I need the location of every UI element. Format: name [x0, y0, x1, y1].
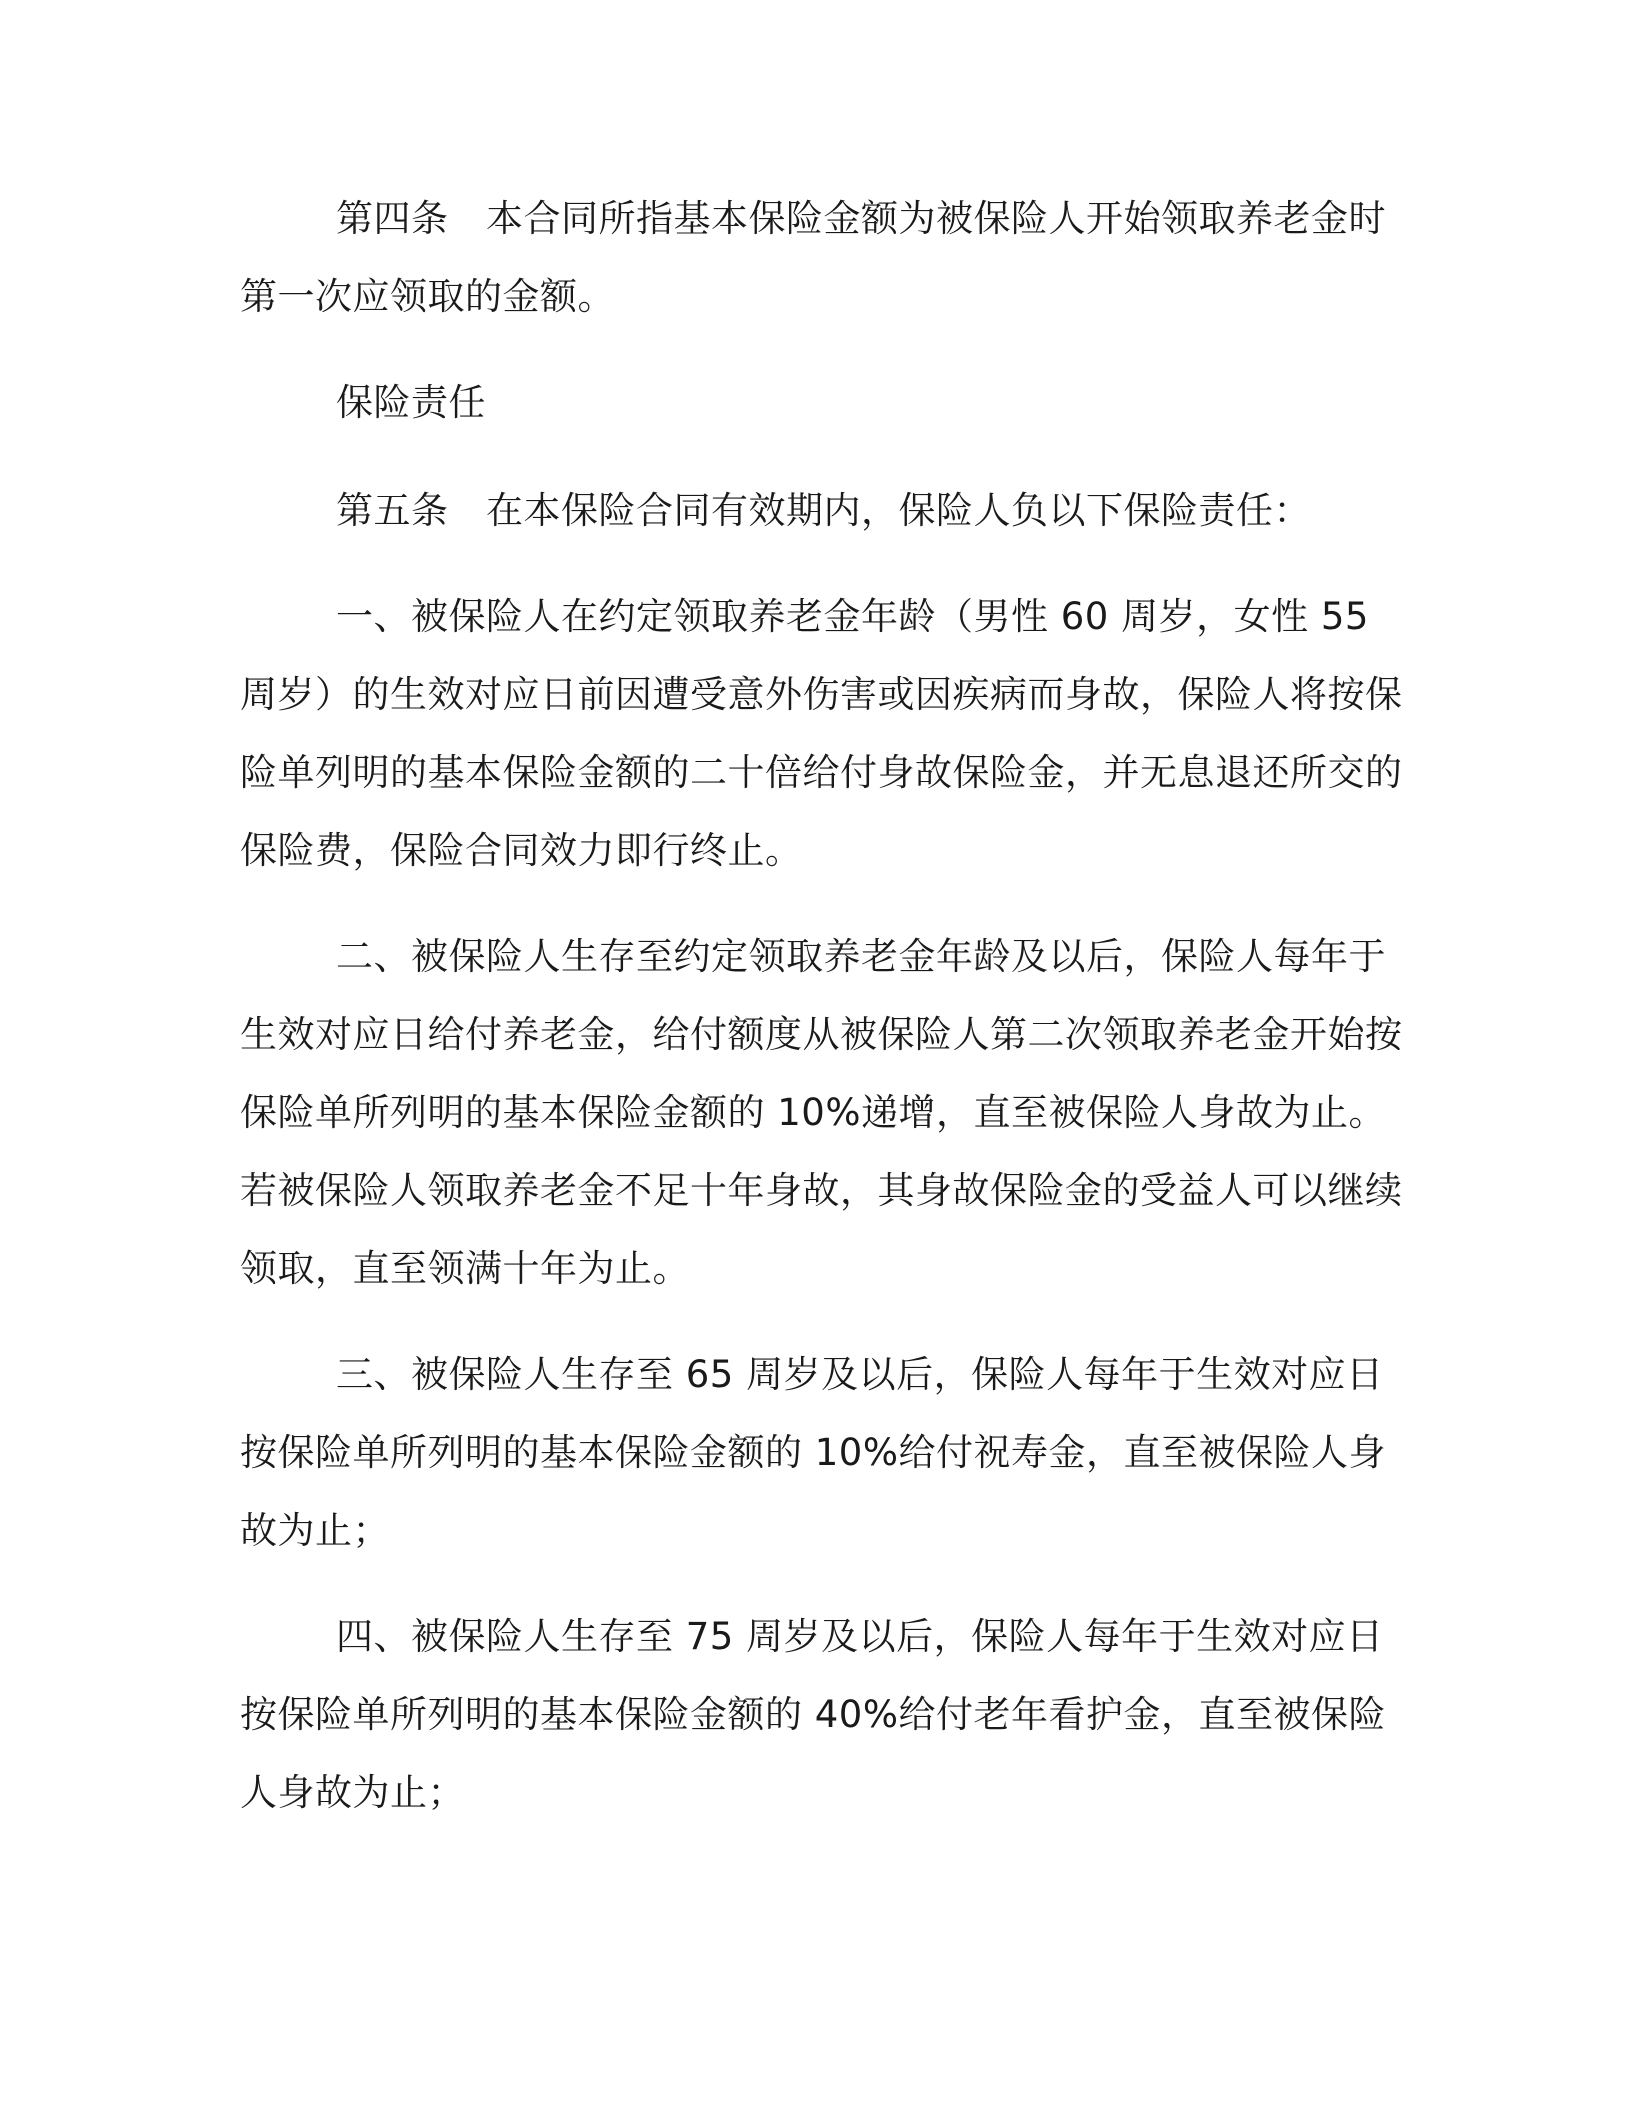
clause-4-paragraph: 四、被保险人生存至 75 周岁及以后，保险人每年于生效对应日按保险单所列明的基本保险金额的 40%给付老年看护金，直至被保险人身故为止； [240, 1615, 1386, 1814]
section-heading-insurance-liability: 保险责任 [336, 381, 486, 424]
clause-2-paragraph: 二、被保险人生存至约定领取养老金年龄及以后，保险人每年于生效对应日给付养老金，给付额度从被保险人第二次领取养老金开始按保险单所列明的基本保险金额的 10%递增，直至被保险人身故为止。若被保险人领取养老金不足十年身故，其身故保险金的受益人可以继续领取，直至领满十年为止。 [240, 935, 1403, 1290]
article-4-paragraph: 第四条 本合同所指基本保险金额为被保险人开始领取养老金时第一次应领取的金额。 [240, 197, 1386, 318]
article-5-paragraph: 第五条 在本保险合同有效期内，保险人负以下保险责任： [336, 489, 1311, 532]
clause-1-paragraph: 一、被保险人在约定领取养老金年龄（男性 60 周岁，女性 55 周岁）的生效对应日前因遭受意外伤害或因疾病而身故，保险人将按保险单列明的基本保险金额的二十倍给付身故保险金，并无息退还所交的保险费，保险合同效力即行终止。 [240, 595, 1403, 872]
clause-3-paragraph: 三、被保险人生存至 65 周岁及以后，保险人每年于生效对应日按保险单所列明的基本保险金额的 10%给付祝寿金，直至被保险人身故为止； [240, 1353, 1386, 1552]
document-body [240, 180, 1410, 1860]
